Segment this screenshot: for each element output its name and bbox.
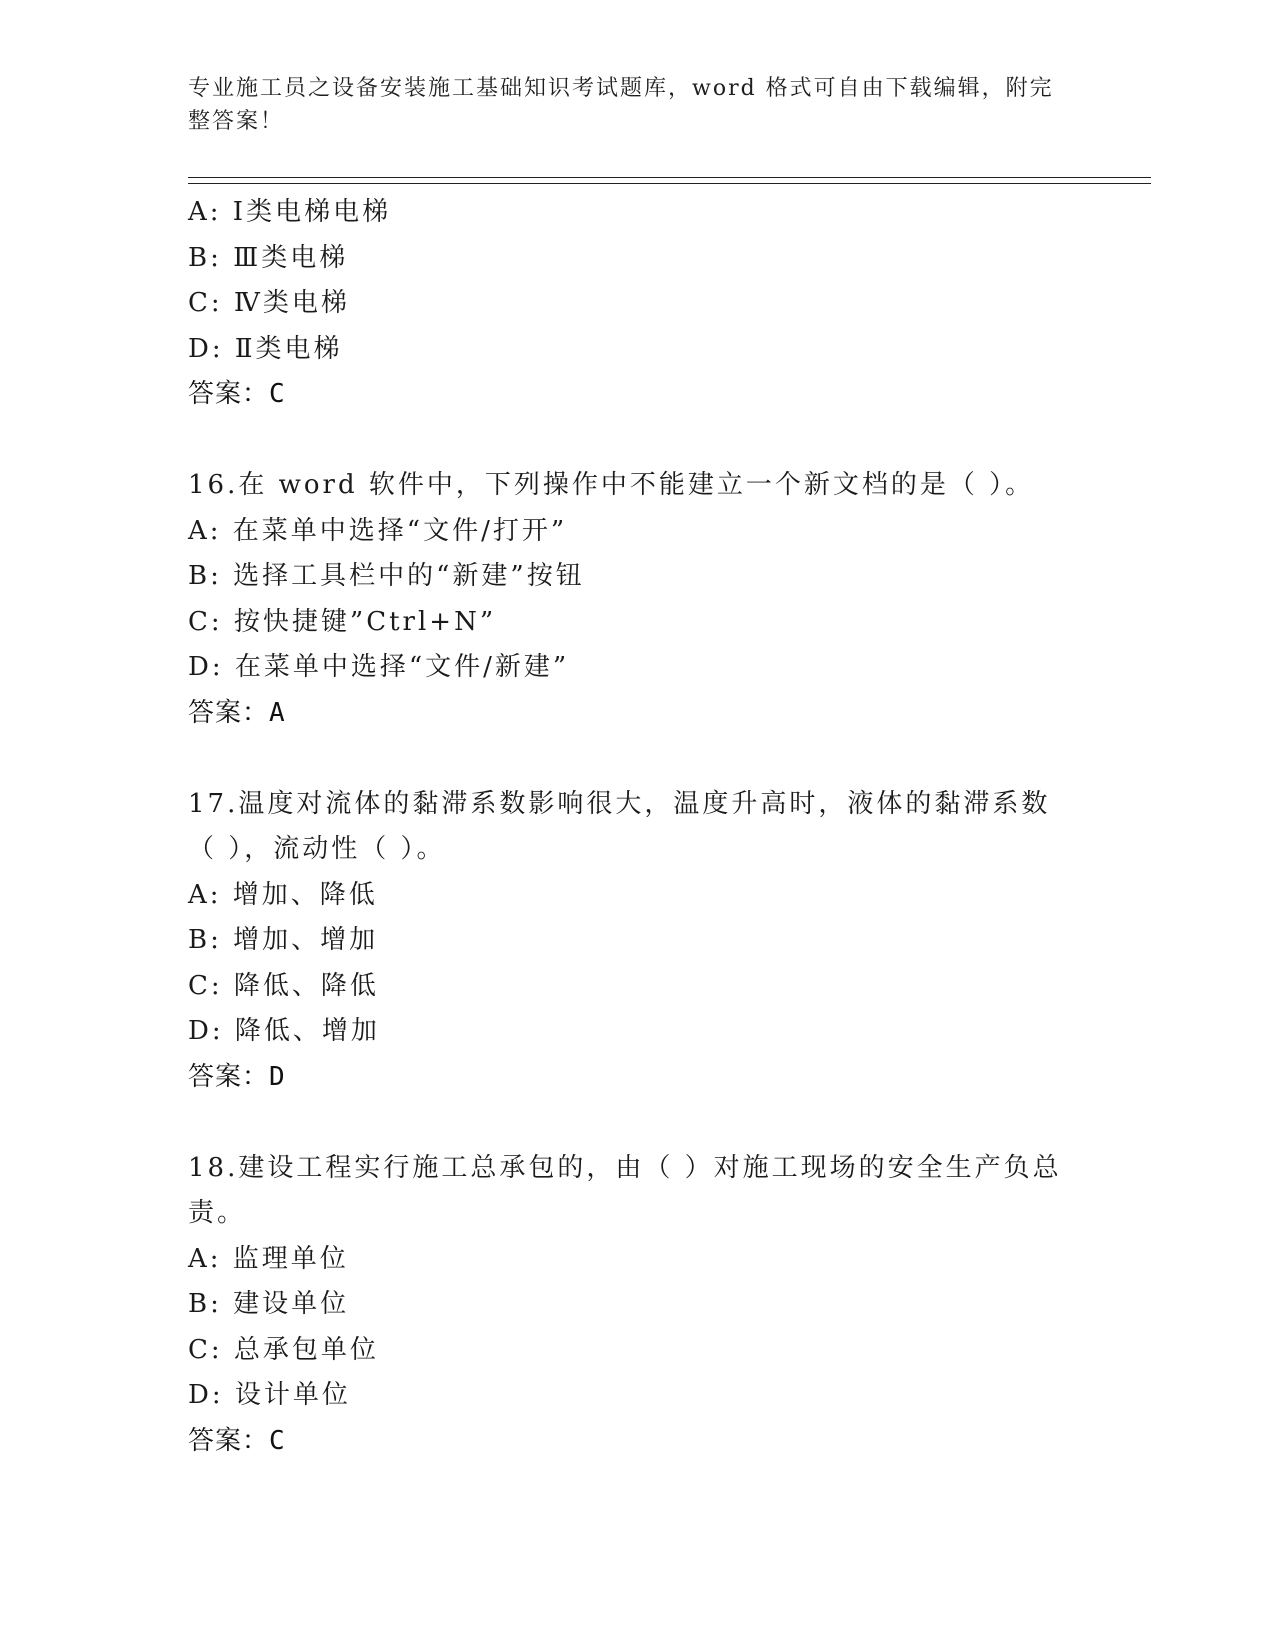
question-title: 18.建设工程实行施工总承包的，由（ ）对施工现场的安全生产负总责。 xyxy=(188,1152,1062,1228)
question-list xyxy=(188,190,1088,1464)
question-block-17 xyxy=(188,782,1088,1101)
document-header: 专业施工员之设备安装施工基础知识考试题库，word 格式可自由下载编辑，附完整答案！ xyxy=(188,76,1054,134)
answer-line: 答案：A xyxy=(188,697,286,728)
question-block-16 xyxy=(188,463,1088,736)
option-c: C: Ⅳ类电梯 xyxy=(188,288,350,318)
answer-line: 答案：C xyxy=(188,1425,286,1456)
question-block-18 xyxy=(188,1146,1088,1465)
header-divider-bottom xyxy=(188,183,1151,184)
option-b: B: 选择工具栏中的“新建”按钮 xyxy=(188,561,585,591)
question-block-continued xyxy=(188,190,1088,418)
answer-line: 答案：C xyxy=(188,379,286,409)
option-b: B: Ⅲ类电梯 xyxy=(188,242,349,273)
option-d: D: Ⅱ类电梯 xyxy=(188,333,343,364)
option-b: B: 增加、增加 xyxy=(188,925,379,955)
question-title: 16.在 word 软件中，下列操作中不能建立一个新文档的是（ ）。 xyxy=(188,470,1035,500)
header-divider-top xyxy=(188,177,1151,178)
option-a: A: Ⅰ类电梯电梯 xyxy=(188,197,392,227)
spacer xyxy=(188,736,1088,782)
option-c: C: 降低、降低 xyxy=(188,970,379,1001)
option-a: A: 在菜单中选择“文件/打开” xyxy=(188,515,568,546)
option-d: D: 在菜单中选择“文件/新建” xyxy=(188,652,570,682)
option-c: C: 总承包单位 xyxy=(188,1334,379,1365)
spacer xyxy=(188,1100,1088,1146)
option-b: B: 建设单位 xyxy=(188,1289,350,1319)
answer-line: 答案：D xyxy=(188,1061,286,1092)
option-d: D: 降低、增加 xyxy=(188,1016,380,1046)
option-c: C: 按快捷键”Ctrl+N” xyxy=(188,606,497,637)
option-a: A: 增加、降低 xyxy=(188,879,378,910)
question-title: 17.温度对流体的黏滞系数影响很大，温度升高时，液体的黏滞系数（ ），流动性（ ）。 xyxy=(188,788,1051,864)
option-d: D: 设计单位 xyxy=(188,1380,351,1410)
option-a: A: 监理单位 xyxy=(188,1243,349,1274)
spacer xyxy=(188,418,1088,464)
